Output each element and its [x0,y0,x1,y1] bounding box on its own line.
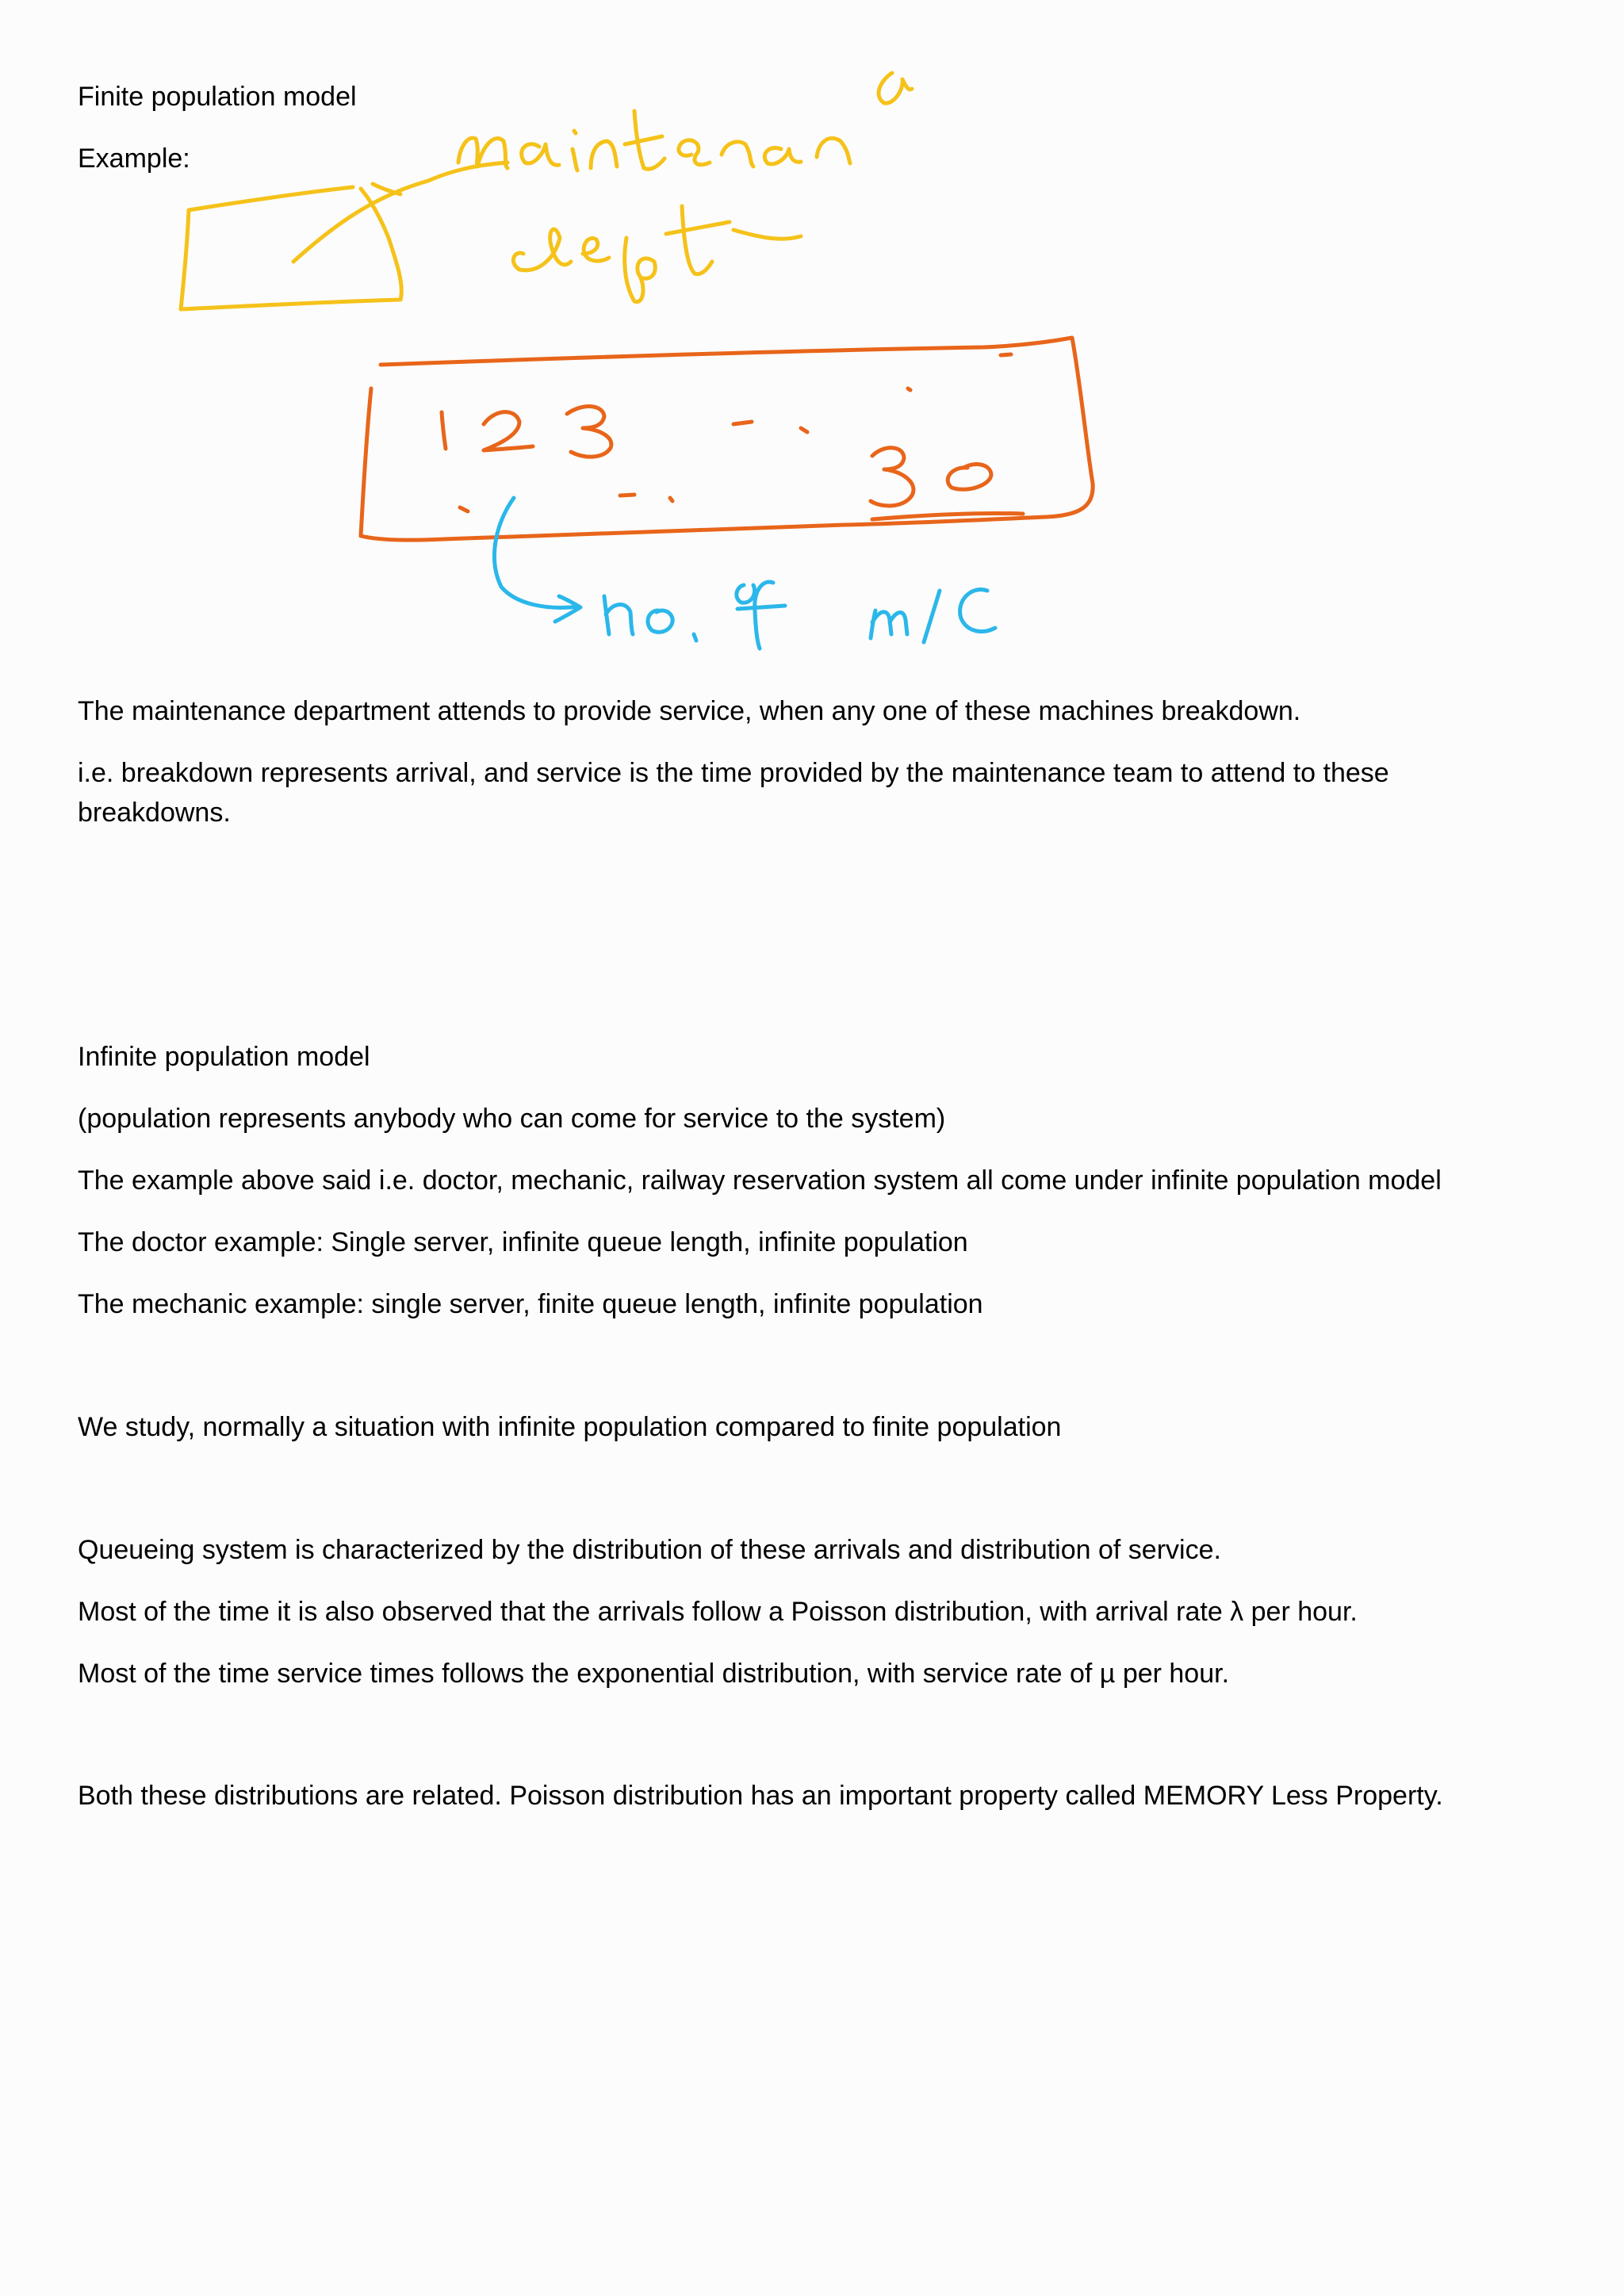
population-note: (population represents anybody who can come for service to the system) [78,1104,946,1134]
both-related-paragraph: Both these distributions are related. Poisson distribution has an important property called MEMORY Less Property. [78,1781,1443,1811]
yellow-arrow-line [293,163,508,262]
example-label: Example: [78,144,190,174]
example-above-paragraph: The example above said i.e. doctor, mechanic, railway reservation system all come under infinite population model [78,1165,1442,1196]
maintenance-dept-annotation [181,73,912,309]
handwritten-123 [442,407,611,457]
handwritten-dots-bottom [460,495,672,511]
handwritten-dot [694,634,696,641]
mechanic-example: The mechanic example: single server, finite queue length, infinite population [78,1289,983,1319]
exponential-service-paragraph: Most of the time service times follows the exponential distribution, with service rate of µ per hour. [78,1659,1230,1689]
handwritten-sketch [0,0,1624,714]
heading-infinite-population: Infinite population model [78,1042,370,1072]
machines-box-annotation [361,338,1093,540]
handwritten-maintenance [458,73,912,170]
orange-box-outline [361,338,1093,540]
handwritten-mc [871,590,995,642]
poisson-arrivals-paragraph: Most of the time it is also observed that the arrivals follow a Poisson distribution, with arrival rate λ per hour. [78,1597,1358,1627]
yellow-arrow-head [373,184,400,194]
handwritten-dots-top [733,354,1011,432]
ie-paragraph: i.e. breakdown represents arrival, and service is the time provided by the maintenance team to attend to these breakdowns. [78,758,1389,828]
heading-finite-population: Finite population model [78,82,357,112]
queueing-characterized-paragraph: Queueing system is characterized by the distribution of these arrivals and distribution of service. [78,1535,1221,1565]
we-study-paragraph: We study, normally a situation with infinite population compared to finite population [78,1412,1062,1442]
handwritten-dept [513,206,801,302]
doctor-example: The doctor example: Single server, infinite queue length, infinite population [78,1227,968,1257]
handwritten-30 [871,448,991,506]
handwritten-no [604,596,672,634]
maintenance-paragraph: The maintenance department attends to provide service, when any one of these machines breakdown. [78,696,1301,726]
blue-arrow [494,498,579,607]
handwritten-of [737,582,785,649]
